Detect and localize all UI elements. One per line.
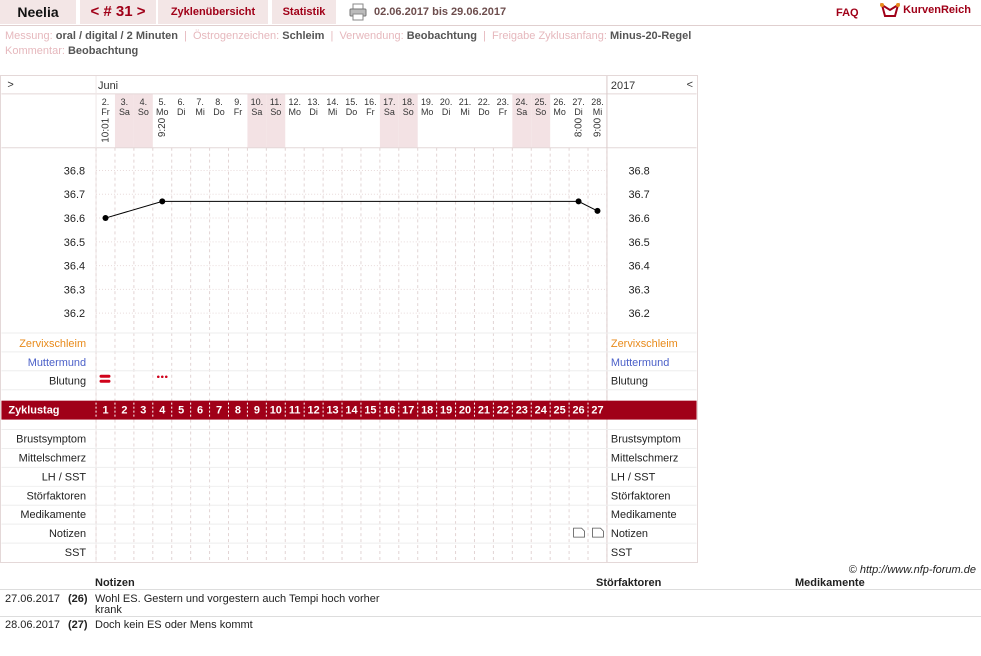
cycle-day-number: 12 — [307, 404, 320, 417]
temp-tick-right: 36.4 — [628, 260, 650, 273]
day-date: 15. — [345, 96, 358, 107]
separator: | — [483, 30, 486, 42]
day-date: 4. — [139, 96, 148, 107]
logo-icon — [880, 1, 900, 19]
cycle-day-number: 14 — [345, 404, 358, 417]
temp-tick-left: 36.8 — [63, 165, 86, 178]
day-weekday: Mo — [288, 106, 301, 117]
day-date: 6. — [177, 96, 185, 107]
temp-tick-right: 36.5 — [628, 236, 650, 249]
row-label-right: Notizen — [610, 528, 649, 541]
day-weekday: Mi — [327, 106, 338, 117]
temperature-point — [576, 198, 582, 204]
cycle-day-number: 25 — [553, 404, 566, 417]
disturbances-header: Störfaktoren — [596, 577, 662, 589]
nav-left-arrow: > — [7, 78, 14, 91]
cycle-day-label: Zyklustag — [8, 404, 60, 417]
day-date: 24. — [515, 96, 529, 107]
day-weekday: Fr — [233, 106, 243, 117]
day-date: 18. — [402, 96, 415, 107]
temp-tick-left: 36.4 — [63, 260, 86, 273]
cycle-day-number: 13 — [326, 404, 339, 417]
row-label-left: SST — [64, 547, 87, 560]
row-label-left: Muttermund — [27, 356, 87, 369]
user-name: Neelia — [0, 0, 76, 24]
row-label-left: LH / SST — [41, 471, 87, 484]
cycle-chart — [0, 75, 698, 563]
day-date: 19. — [420, 96, 434, 107]
day-weekday: So — [137, 106, 149, 117]
separator: | — [330, 30, 334, 42]
note-icon — [592, 528, 603, 537]
meta-release-value: Minus-20-Regel — [610, 30, 692, 42]
cycle-day-number: 19 — [440, 404, 453, 417]
day-date: 8. — [215, 96, 223, 107]
day-date: 20. — [439, 96, 453, 107]
note-date: 28.06.2017 — [5, 619, 61, 631]
row-label-right: Störfaktoren — [610, 490, 671, 503]
row-label-right: Blutung — [610, 375, 649, 388]
bleeding-heavy-icon — [100, 380, 111, 383]
date-range: 02.06.2017 bis 29.06.2017 — [374, 6, 507, 18]
temp-tick-right: 36.7 — [628, 189, 650, 202]
medication-header: Medikamente — [795, 577, 865, 589]
day-weekday: Do — [345, 106, 358, 117]
meta-estrogen-value: Schleim — [282, 30, 325, 42]
kurvenreich-logo[interactable] — [880, 0, 971, 24]
tab-cycle-overview[interactable]: Zyklenübersicht — [158, 0, 268, 24]
bleeding-spotting-icon — [165, 375, 168, 378]
day-weekday: Mo — [420, 106, 434, 117]
day-date: 7. — [196, 96, 204, 107]
meta-row-1 — [5, 30, 691, 42]
notes-header: Notizen — [95, 577, 135, 589]
faq-link[interactable]: FAQ — [836, 7, 859, 19]
note-cycle-day: (26) — [68, 593, 88, 605]
cycle-day-number: 10 — [269, 404, 282, 417]
bleeding-spotting-icon — [157, 375, 160, 378]
day-weekday: Sa — [516, 106, 528, 117]
row-label-left: Medikamente — [20, 509, 87, 522]
day-date: 28. — [591, 96, 604, 107]
temperature-point — [594, 208, 600, 214]
day-date: 14. — [326, 96, 339, 107]
cycle-day-number: 26 — [572, 404, 585, 417]
temp-tick-left: 36.3 — [63, 284, 86, 297]
day-date: 11. — [269, 96, 282, 107]
row-label-left: Störfaktoren — [26, 490, 87, 503]
cycle-day-number: 9 — [253, 404, 260, 417]
temp-tick-right: 36.8 — [628, 165, 650, 178]
nav-right-arrow: < — [686, 78, 694, 91]
month-label: Juni — [98, 79, 119, 92]
row-label-left: Brustsymptom — [16, 433, 87, 446]
meta-usage-key: Verwendung: — [339, 30, 404, 42]
printer-icon[interactable] — [349, 3, 367, 21]
row-label-left: Mittelschmerz — [18, 452, 87, 465]
temperature-point — [159, 198, 165, 204]
cycle-day-number: 21 — [477, 404, 491, 417]
cycle-day-number: 5 — [178, 404, 185, 417]
tab-statistics[interactable]: Statistik — [272, 0, 336, 24]
temp-tick-right: 36.2 — [628, 308, 650, 321]
separator: | — [184, 30, 187, 42]
cycle-day-number: 3 — [140, 404, 147, 417]
row-label-right: Medikamente — [610, 509, 677, 522]
day-weekday: Do — [213, 106, 225, 117]
cycle-day-number: 7 — [215, 404, 223, 417]
meta-comment-key: Kommentar: — [5, 45, 65, 57]
day-weekday: So — [535, 106, 547, 117]
day-weekday: Mi — [592, 106, 603, 117]
row-label-left: Notizen — [48, 528, 87, 541]
cycle-navigator[interactable]: < # 31 > — [80, 0, 156, 24]
day-weekday: Di — [574, 106, 583, 117]
cycle-day-number: 1 — [102, 404, 109, 417]
day-weekday: Di — [441, 106, 451, 117]
row-label-right: Brustsymptom — [610, 433, 681, 446]
meta-measure-value: oral / digital / 2 Minuten — [55, 30, 178, 42]
day-date: 22. — [477, 96, 491, 107]
bleeding-spotting-icon — [161, 375, 164, 378]
cycle-day-number: 27 — [591, 404, 604, 417]
row-label-right: LH / SST — [610, 471, 656, 484]
day-date: 27. — [572, 96, 585, 107]
day-weekday: Mi — [195, 106, 205, 117]
temp-tick-right: 36.6 — [628, 213, 650, 226]
cycle-day-number: 16 — [383, 404, 396, 417]
cycle-day-number: 8 — [234, 404, 242, 417]
day-weekday: So — [270, 106, 282, 117]
temperature-line — [106, 201, 598, 218]
day-weekday: Mo — [156, 106, 169, 117]
day-date: 13. — [307, 96, 320, 107]
row-label-left: Blutung — [48, 375, 87, 388]
cycle-day-number: 15 — [364, 404, 377, 417]
day-weekday: Mi — [460, 106, 470, 117]
note-text: Doch kein ES oder Mens kommt — [95, 619, 253, 631]
day-date: 9. — [234, 96, 242, 107]
day-date: 26. — [553, 96, 566, 107]
day-date: 10. — [250, 96, 264, 107]
temp-tick-right: 36.3 — [628, 284, 650, 297]
meta-comment-value: Beobachtung — [67, 45, 139, 57]
temperature-point — [103, 215, 109, 221]
cycle-day-number: 17 — [402, 404, 415, 417]
day-weekday: Sa — [383, 106, 395, 117]
day-date: 5. — [158, 96, 167, 107]
measure-time: 10:01 — [100, 117, 112, 143]
day-weekday: Di — [176, 106, 186, 117]
day-date: 16. — [364, 96, 377, 107]
divider — [0, 589, 981, 590]
meta-release-key: Freigabe Zyklusanfang: — [491, 30, 607, 42]
cycle-day-number: 11 — [288, 404, 301, 417]
row-label-right: Muttermund — [610, 356, 670, 369]
day-date: 23. — [496, 96, 510, 107]
cycle-day-number: 23 — [515, 404, 528, 417]
copyright: © http://www.nfp-forum.de — [848, 564, 976, 576]
meta-estrogen-key: Östrogenzeichen: — [192, 30, 280, 42]
day-weekday: Mo — [553, 106, 566, 117]
day-date: 17. — [383, 96, 396, 107]
meta-row-2 — [5, 45, 138, 57]
day-weekday: Sa — [251, 106, 263, 117]
year-label: 2017 — [610, 79, 636, 92]
temp-tick-left: 36.5 — [63, 236, 86, 249]
cycle-day-number: 6 — [197, 404, 204, 417]
divider — [0, 616, 981, 617]
cycle-day-number: 24 — [534, 404, 547, 417]
temp-tick-left: 36.7 — [63, 189, 86, 202]
note-text-cont: krank — [95, 604, 122, 616]
day-weekday: So — [402, 106, 414, 117]
temp-tick-left: 36.2 — [63, 308, 86, 321]
cycle-day-number: 2 — [121, 404, 128, 417]
day-date: 2. — [101, 96, 110, 107]
measure-time: 8:00 — [573, 117, 585, 138]
meta-usage-value: Beobachtung — [406, 30, 477, 42]
day-date: 12. — [288, 96, 301, 107]
row-label-right: Mittelschmerz — [610, 452, 679, 465]
bleeding-heavy-icon — [100, 375, 111, 378]
measure-time: 9:00 — [592, 117, 604, 138]
meta-measure-key: Messung: — [5, 30, 53, 42]
row-label-left: Zervixschleim — [19, 337, 87, 350]
day-date: 21. — [458, 96, 472, 107]
day-weekday: Fr — [498, 106, 508, 117]
measure-time: 9:20 — [157, 117, 169, 138]
note-text: Wohl ES. Gestern und vorgestern auch Tempi hoch vorher — [95, 593, 380, 605]
day-weekday: Fr — [366, 106, 375, 117]
day-weekday: Do — [478, 106, 490, 117]
day-date: 25. — [534, 96, 547, 107]
cycle-day-number: 4 — [159, 404, 166, 417]
day-date: 3. — [120, 96, 129, 107]
note-icon — [574, 528, 585, 537]
row-label-right: SST — [610, 547, 633, 560]
day-weekday: Fr — [101, 106, 110, 117]
note-cycle-day: (27) — [68, 619, 88, 631]
day-weekday: Di — [309, 106, 318, 117]
cycle-day-number: 18 — [421, 404, 434, 417]
top-bar — [0, 0, 981, 26]
cycle-day-number: 20 — [458, 404, 472, 417]
temp-tick-left: 36.6 — [63, 213, 86, 226]
day-weekday: Sa — [118, 106, 130, 117]
row-label-right: Zervixschleim — [610, 337, 678, 350]
logo-text: KurvenReich — [903, 4, 971, 16]
note-date: 27.06.2017 — [5, 593, 61, 605]
cycle-day-number: 22 — [496, 404, 509, 417]
